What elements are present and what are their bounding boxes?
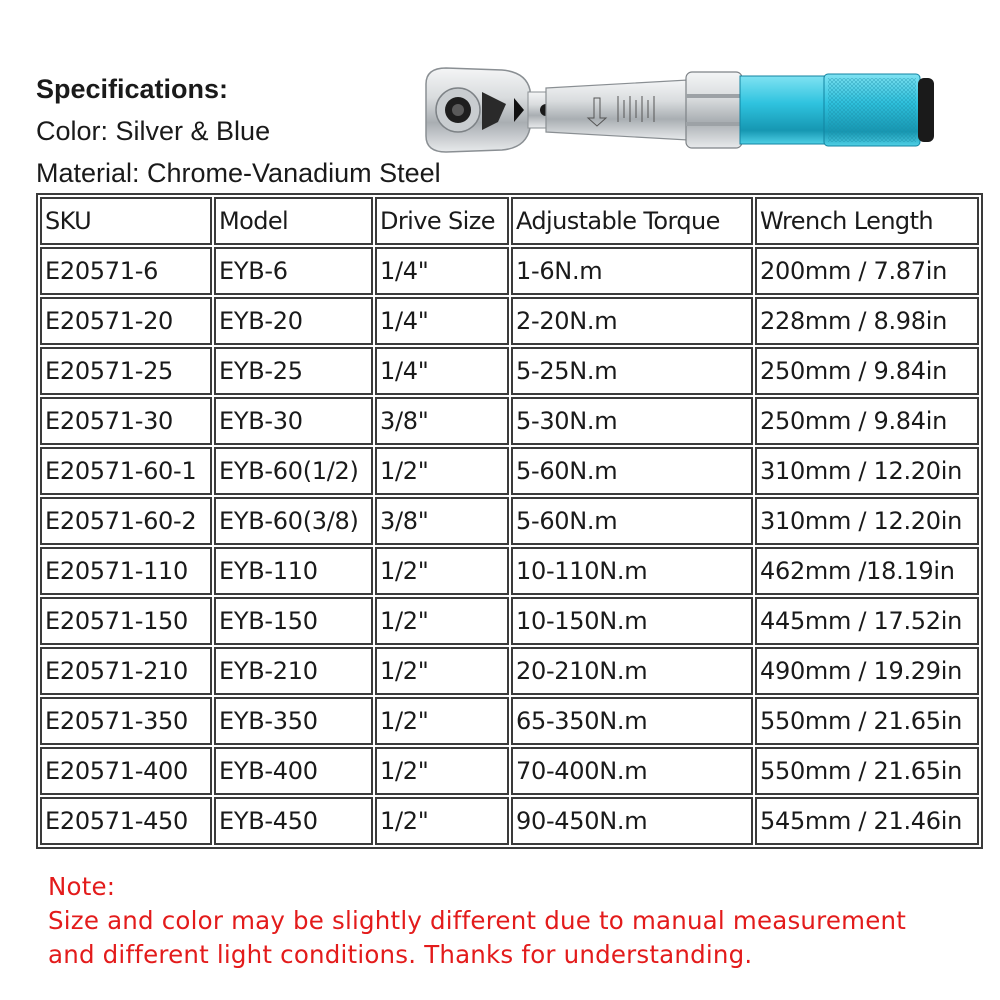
cell-torque: 10-110N.m (511, 547, 753, 595)
cell-model: EYB-450 (214, 797, 373, 845)
cell-drive-size: 1/4" (375, 297, 509, 345)
cell-sku: E20571-30 (40, 397, 212, 445)
cell-drive-size: 1/2" (375, 447, 509, 495)
cell-length: 200mm / 7.87in (755, 247, 979, 295)
cell-torque: 2-20N.m (511, 297, 753, 345)
table-row (40, 347, 979, 395)
table-row (40, 297, 979, 345)
cell-model: EYB-60(1/2) (214, 447, 373, 495)
cell-drive-size: 1/2" (375, 597, 509, 645)
cell-drive-size: 1/2" (375, 547, 509, 595)
table-header-row (40, 197, 979, 245)
cell-drive-size: 3/8" (375, 397, 509, 445)
cell-sku: E20571-110 (40, 547, 212, 595)
cell-torque: 5-60N.m (511, 497, 753, 545)
cell-length: 250mm / 9.84in (755, 347, 979, 395)
table-row (40, 797, 979, 845)
cell-length: 228mm / 8.98in (755, 297, 979, 345)
note-line-2: and different light conditions. Thanks for understanding. (48, 940, 753, 969)
cell-sku: E20571-6 (40, 247, 212, 295)
cell-length: 310mm / 12.20in (755, 447, 979, 495)
header-sku: SKU (40, 197, 212, 245)
cell-sku: E20571-150 (40, 597, 212, 645)
specifications-block (36, 68, 441, 194)
cell-drive-size: 1/4" (375, 247, 509, 295)
cell-length: 545mm / 21.46in (755, 797, 979, 845)
cell-drive-size: 1/2" (375, 797, 509, 845)
header-wrench-length: Wrench Length (755, 197, 979, 245)
material-spec: Material: Chrome-Vanadium Steel (36, 158, 441, 188)
table-row (40, 247, 979, 295)
note-block (48, 870, 906, 972)
cell-model: EYB-25 (214, 347, 373, 395)
table-row (40, 397, 979, 445)
cell-drive-size: 3/8" (375, 497, 509, 545)
cell-length: 550mm / 21.65in (755, 697, 979, 745)
cell-torque: 65-350N.m (511, 697, 753, 745)
table-row (40, 447, 979, 495)
cell-sku: E20571-400 (40, 747, 212, 795)
cell-model: EYB-400 (214, 747, 373, 795)
cell-sku: E20571-450 (40, 797, 212, 845)
cell-model: EYB-110 (214, 547, 373, 595)
cell-torque: 5-25N.m (511, 347, 753, 395)
cell-sku: E20571-60-2 (40, 497, 212, 545)
cell-drive-size: 1/2" (375, 747, 509, 795)
torque-wrench-icon (418, 64, 940, 156)
cell-model: EYB-350 (214, 697, 373, 745)
table-row (40, 497, 979, 545)
cell-torque: 10-150N.m (511, 597, 753, 645)
note-title: Note: (48, 872, 116, 901)
cell-drive-size: 1/2" (375, 647, 509, 695)
cell-torque: 70-400N.m (511, 747, 753, 795)
cell-length: 250mm / 9.84in (755, 397, 979, 445)
table-row (40, 747, 979, 795)
table-row (40, 647, 979, 695)
cell-sku: E20571-60-1 (40, 447, 212, 495)
cell-length: 462mm /18.19in (755, 547, 979, 595)
cell-sku: E20571-350 (40, 697, 212, 745)
cell-length: 310mm / 12.20in (755, 497, 979, 545)
cell-drive-size: 1/2" (375, 697, 509, 745)
cell-length: 490mm / 19.29in (755, 647, 979, 695)
table-row (40, 597, 979, 645)
cell-sku: E20571-25 (40, 347, 212, 395)
cell-model: EYB-210 (214, 647, 373, 695)
cell-torque: 1-6N.m (511, 247, 753, 295)
cell-sku: E20571-20 (40, 297, 212, 345)
cell-torque: 20-210N.m (511, 647, 753, 695)
cell-model: EYB-30 (214, 397, 373, 445)
table-row (40, 697, 979, 745)
header-drive-size: Drive Size (375, 197, 509, 245)
specifications-table (36, 193, 983, 849)
cell-model: EYB-60(3/8) (214, 497, 373, 545)
color-spec: Color: Silver & Blue (36, 116, 271, 146)
cell-model: EYB-20 (214, 297, 373, 345)
cell-torque: 5-60N.m (511, 447, 753, 495)
cell-length: 550mm / 21.65in (755, 747, 979, 795)
header-adjustable-torque: Adjustable Torque (511, 197, 753, 245)
table-row (40, 547, 979, 595)
cell-torque: 5-30N.m (511, 397, 753, 445)
cell-drive-size: 1/4" (375, 347, 509, 395)
cell-model: EYB-150 (214, 597, 373, 645)
cell-torque: 90-450N.m (511, 797, 753, 845)
cell-sku: E20571-210 (40, 647, 212, 695)
cell-model: EYB-6 (214, 247, 373, 295)
header-model: Model (214, 197, 373, 245)
note-line-1: Size and color may be slightly different due to manual measurement (48, 906, 907, 935)
specifications-heading: Specifications: (36, 74, 229, 104)
cell-length: 445mm / 17.52in (755, 597, 979, 645)
